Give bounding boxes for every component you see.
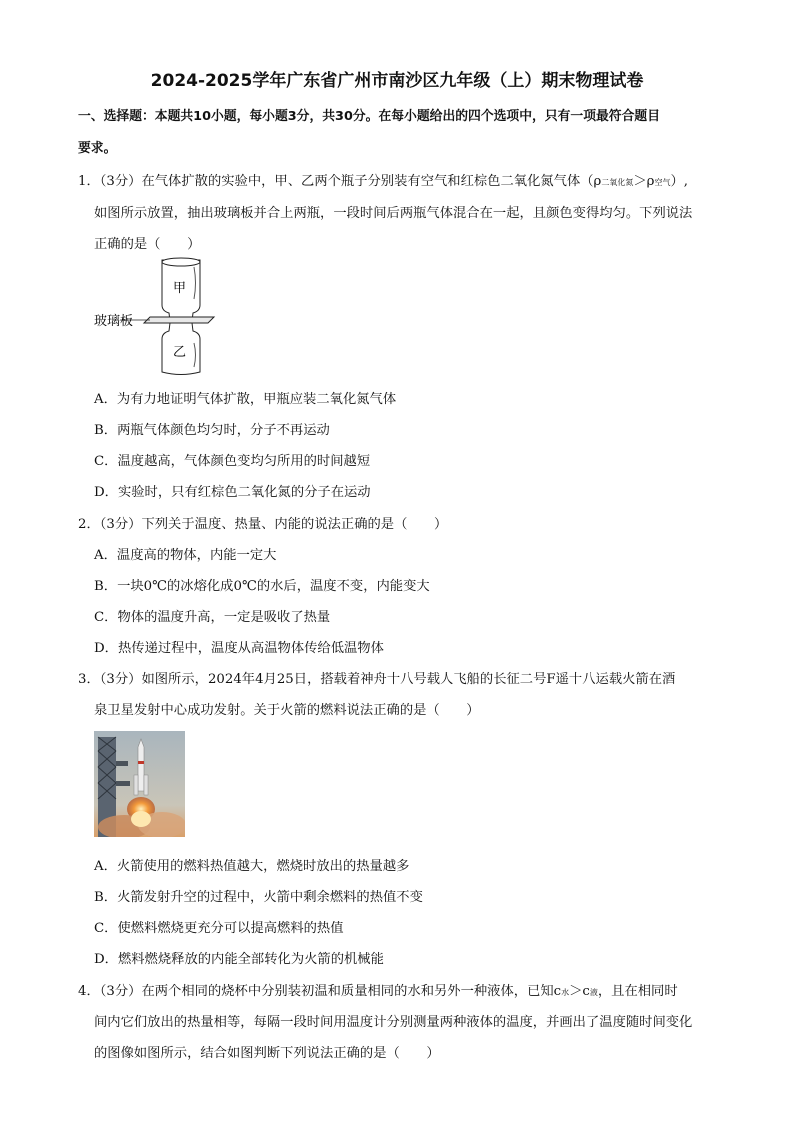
question-number: 4．	[78, 984, 100, 999]
question-2-line-1	[78, 513, 447, 532]
question-3-option-b[interactable]: B．火箭发射升空的过程中，火箭中剩余燃料的热值不变	[94, 890, 423, 905]
density-subscript-no2: 二氧化氮	[601, 178, 634, 187]
specific-heat-subscript-water: 水	[561, 988, 570, 997]
question-2-option-b[interactable]: B．一块0℃的冰熔化成0℃的水后，温度不变，内能变大	[94, 579, 430, 594]
glass-plate-label: 玻璃板	[94, 314, 134, 329]
question-text: 在两个相同的烧杯中分别装初温和质量相同的水和另外一种液体，已知c	[141, 984, 562, 999]
rocket-launch-photo	[94, 731, 185, 837]
question-1-line-1	[78, 170, 688, 189]
question-1-option-b[interactable]: B．两瓶气体颜色均匀时，分子不再运动	[94, 423, 330, 438]
specific-heat-subscript-liquid: 液	[589, 988, 598, 997]
question-text: 在气体扩散的实验中，甲、乙两个瓶子分别装有空气和红棕色二氧化氮气体（ρ	[141, 174, 602, 189]
question-4-line-3: 的图像如图所示，结合如图判断下列说法正确的是（ ）	[94, 1046, 440, 1061]
question-2-option-a[interactable]: A．温度高的物体，内能一定大	[94, 548, 277, 563]
question-score: （3分）	[99, 174, 142, 189]
question-3-option-d[interactable]: D．燃料燃烧释放的内能全部转化为火箭的机械能	[94, 952, 384, 967]
bottle-jia-label: 甲	[173, 281, 187, 296]
question-score: （3分）	[99, 672, 142, 687]
bottle-yi-label: 乙	[173, 345, 187, 360]
question-3-line-1	[78, 668, 675, 687]
greater-than-rho: ＞ρ	[633, 174, 655, 189]
question-1-option-a[interactable]: A．为有力地证明气体扩散，甲瓶应装二氧化氮气体	[94, 392, 397, 407]
question-4-line-2: 间内它们放出的热量相等，每隔一段时间用温度计分别测量两种液体的温度，并画出了温度随时间变化	[94, 1015, 693, 1030]
question-1-option-d[interactable]: D．实验时，只有红棕色二氧化氮的分子在运动	[94, 485, 371, 500]
close-paren: ）,	[670, 174, 689, 189]
question-3-option-a[interactable]: A．火箭使用的燃料热值越大，燃烧时放出的热量越多	[94, 859, 410, 874]
question-text-cont: ，且在相同时	[597, 984, 678, 999]
question-4-line-1	[78, 980, 678, 999]
question-2-option-c[interactable]: C．物体的温度升高，一定是吸收了热量	[94, 610, 331, 625]
page-title: 2024-2025学年广东省广州市南沙区九年级（上）期末物理试卷	[150, 71, 644, 91]
question-1-option-c[interactable]: C．温度越高，气体颜色变均匀所用的时间越短	[94, 454, 371, 469]
glass-plate	[144, 317, 214, 323]
density-subscript-air: 空气	[654, 178, 671, 187]
question-score: （3分）	[99, 517, 142, 532]
question-2-option-d[interactable]: D．热传递过程中，温度从高温物体传给低温物体	[94, 641, 384, 656]
question-3-line-2: 泉卫星发射中心成功发射。关于火箭的燃料说法正确的是（ ）	[94, 703, 480, 718]
section-heading-line-1: 一、选择题：本题共10小题，每小题3分，共30分。在每小题给出的四个选项中，只有一项最符合题目	[78, 109, 660, 124]
question-text: 下列关于温度、热量、内能的说法正确的是（ ）	[141, 517, 448, 532]
question-text: 如图所示，2024年4月25日，搭载着神舟十八号载人飞船的长征二号F遥十八运载火箭在酒	[141, 672, 676, 687]
question-number: 1．	[78, 174, 100, 189]
greater-than-c: ＞c	[569, 984, 590, 999]
question-1-line-2: 如图所示放置，抽出玻璃板并合上两瓶，一段时间后两瓶气体混合在一起，且颜色变得均匀。下列说法	[94, 206, 693, 221]
question-1-line-3: 正确的是（ ）	[94, 237, 201, 252]
question-3-option-c[interactable]: C．使燃料燃烧更充分可以提高燃料的热值	[94, 921, 344, 936]
question-score: （3分）	[99, 984, 142, 999]
question-number: 2．	[78, 517, 100, 532]
gas-diffusion-figure	[90, 255, 220, 380]
section-heading-line-2: 要求。	[78, 141, 117, 156]
question-number: 3．	[78, 672, 100, 687]
